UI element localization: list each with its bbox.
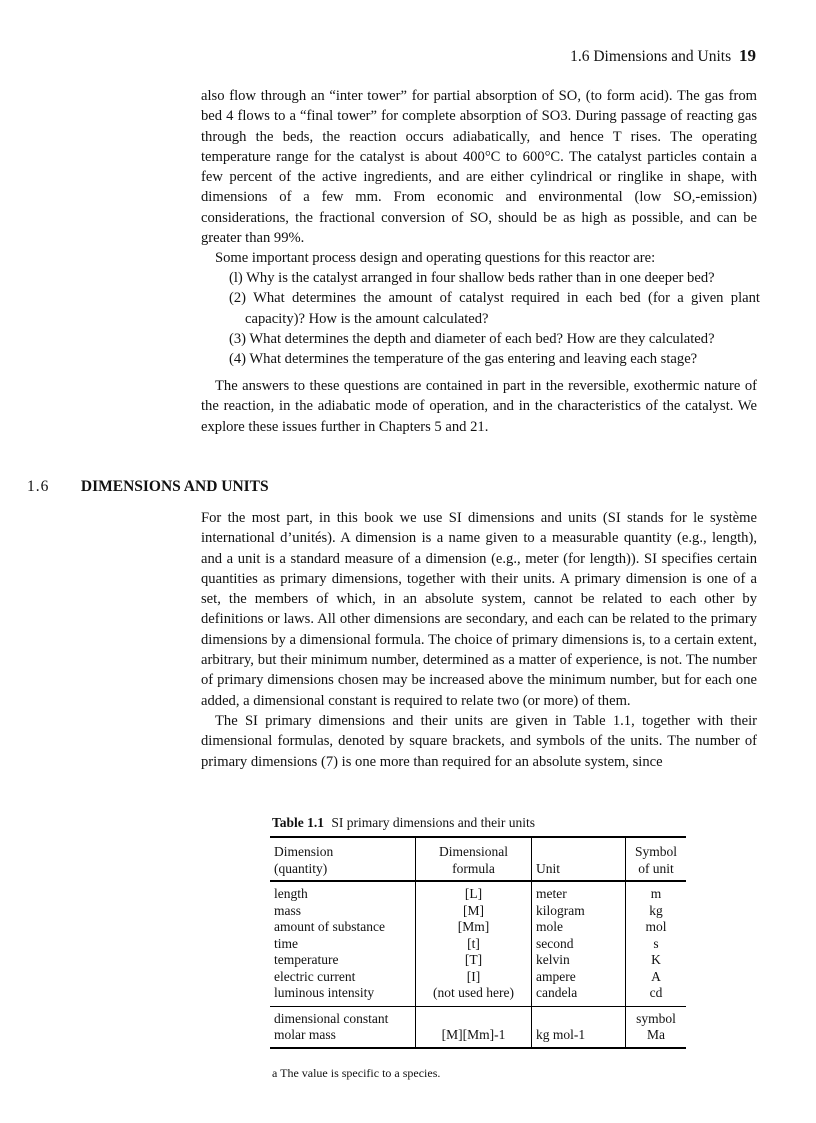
cell-dimension: length xyxy=(274,886,308,901)
cell-formula: [I] xyxy=(416,969,532,986)
table-row xyxy=(270,952,686,969)
section-body xyxy=(201,508,757,772)
cell-unit: candela xyxy=(532,985,626,1006)
cell-dimension: molar mass xyxy=(270,1027,416,1048)
cell-dimension: amount of substance xyxy=(274,919,385,934)
cell-unit: kg mol-1 xyxy=(532,1027,626,1048)
cell-symbol: m xyxy=(626,881,687,903)
cell-unit: mole xyxy=(532,919,626,936)
cell-unit: meter xyxy=(532,881,626,903)
cell-formula: [T] xyxy=(416,952,532,969)
cell-dimension: mass xyxy=(274,902,301,918)
header-formula: Dimensional formula xyxy=(416,837,532,881)
cell-dimension: time xyxy=(274,935,298,951)
cell-symbol: K xyxy=(626,952,687,969)
section-number: 1.6 xyxy=(27,478,50,495)
table-row xyxy=(270,919,686,936)
cell-dimension: temperature xyxy=(274,952,339,967)
question-item: (3) What determines the depth and diameter of each bed? How are they calculated? xyxy=(229,330,715,347)
header-unit: Unit xyxy=(532,837,626,881)
cell-formula: [M] xyxy=(416,903,532,920)
cell-constant-label: dimensional constant xyxy=(274,1010,389,1026)
cell-dimension: electric current xyxy=(274,968,356,984)
question-item: (4) What determines the temperature of the gas entering and leaving each stage? xyxy=(229,351,698,368)
table-row xyxy=(270,903,686,920)
page-number: 19 xyxy=(739,46,756,65)
header-symbol: Symbol of unit xyxy=(626,837,687,881)
intro-paragraph: also flow through an “inter tower” for partial absorption of SO, (to form acid). The gas from bed 4 flows to a “final tower” for complete absorption of SO3. During passage of reacting gas through the beds, the reaction occurs adiabatically, and hence T rises. The operating temperature range for the catalyst is about 400°C to 600°C. The catalyst particles contain a few percent of the active ingredients, and are either cylindrical or ringlike in shape, with dimensions of a few mm. From economic and environmental (low SO,-emission) considerations, the fractional conversion of SO, should be as high as possible, and can be greater than 99%. xyxy=(201,88,757,247)
si-units-table xyxy=(270,836,686,1049)
cell-symbol: mol xyxy=(626,919,687,936)
cell-dimension: luminous intensity xyxy=(270,985,416,1006)
questions-intro: Some important process design and operating questions for this reactor are: xyxy=(215,250,656,267)
cell-symbol: cd xyxy=(626,985,687,1006)
cell-unit: second xyxy=(532,936,626,953)
cell-formula: [L] xyxy=(416,881,532,903)
table-row xyxy=(270,936,686,953)
section-paragraph-2: The SI primary dimensions and their units are given in Table 1.1, together with their dimensional formulas, denoted by square brackets, and symbols of the units. The number of primary dimensions (7) is one more than required for an absolute system, since xyxy=(201,712,757,770)
table-caption-text: SI primary dimensions and their units xyxy=(331,815,536,830)
header-dimension: Dimension (quantity) xyxy=(270,837,416,881)
header-section-title: 1.6 Dimensions and Units xyxy=(570,48,732,65)
table-caption xyxy=(272,815,535,831)
table-caption-label: Table 1.1 xyxy=(272,815,325,830)
answers-paragraph: The answers to these questions are contained in part in the reversible, exothermic nature of the reaction, in the adiabatic mode of operation, and in the characteristics of the catalyst. We explore these issues further in Chapters 5 and 21. xyxy=(201,378,757,435)
cell-symbol: kg xyxy=(626,903,687,920)
section-paragraph-1: For the most part, in this book we use SI dimensions and units (SI stands for le système international d’unités). A dimension is a name given to a measurable quantity (e.g., length), and a unit is a standard measure of a dimension (e.g., meter (for length)). SI specifies certain quantities as primary dimensions, together with their units. A primary dimension is one of a set, the members of which, in an absolute system, cannot be related to each other by definitions or laws. All other dimensions are secondary, and each can be related to the primary dimensions by a dimensional formula. The choice of primary dimensions is, to a certain extent, arbitrary, but their minimum number, determined as a matter of experience, is not. The number of primary dimensions chosen may be increased above the minimum number, but for each one added, a dimensional constant is required to relate two (or more) of them. xyxy=(201,510,757,709)
table-header-row xyxy=(270,837,686,881)
cell-symbol: A xyxy=(626,969,687,986)
cell-unit: ampere xyxy=(532,969,626,986)
cell-symbol-header: symbol xyxy=(626,1006,687,1027)
cell-unit: kilogram xyxy=(532,903,626,920)
cell-formula: [t] xyxy=(416,936,532,953)
table-row xyxy=(270,969,686,986)
question-item: (l) Why is the catalyst arranged in four shallow beds rather than in one deeper bed? xyxy=(229,270,715,286)
cell-formula: (not used here) xyxy=(416,985,532,1006)
table-row-constant xyxy=(270,1027,686,1048)
table-row xyxy=(270,881,686,903)
table-row-constant-label xyxy=(270,1006,686,1027)
cell-unit: kelvin xyxy=(532,952,626,969)
running-header xyxy=(570,46,756,66)
question-item: (2) What determines the amount of catalyst required in each bed (for a given plant capacity)? How is the amount calculated? xyxy=(229,290,760,327)
cell-symbol: s xyxy=(626,936,687,953)
answers-text-block xyxy=(201,376,757,437)
questions-list xyxy=(215,268,760,369)
cell-formula: [Mm] xyxy=(416,919,532,936)
table-row xyxy=(270,985,686,1006)
section-heading xyxy=(27,478,269,496)
cell-symbol: Ma xyxy=(626,1027,687,1048)
section-title: DIMENSIONS AND UNITS xyxy=(80,478,269,495)
intro-text-block xyxy=(201,86,757,269)
cell-formula: [M][Mm]-1 xyxy=(416,1027,532,1048)
table-footnote: a The value is specific to a species. xyxy=(272,1066,441,1080)
